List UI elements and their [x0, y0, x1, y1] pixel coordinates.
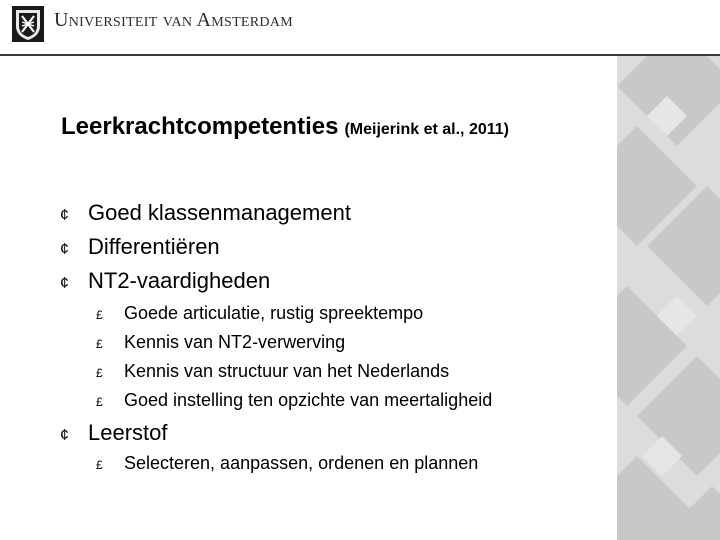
header-bar: [0, 0, 720, 56]
header-divider: [0, 54, 720, 56]
list-item: [60, 268, 270, 294]
sub-list-item-label: Kennis van structuur van het Nederlands: [124, 361, 450, 381]
list-item-label: Goed klassenmanagement: [88, 200, 351, 225]
sub-bullet-icon: £: [96, 395, 103, 409]
sub-list-item: [96, 453, 478, 474]
bullet-icon: ¢: [60, 275, 69, 292]
list-item: [60, 234, 220, 260]
sub-list-item: [96, 332, 345, 353]
sub-list-item-label: Kennis van NT2-verwerving: [124, 332, 346, 352]
bullet-icon: ¢: [60, 427, 69, 444]
university-name: Universiteit van Amsterdam: [54, 9, 293, 31]
title-reference: (Meijerink et al., 2011): [344, 121, 509, 138]
list-item: [60, 200, 351, 226]
decorative-panel: [617, 56, 720, 540]
list-item: [60, 420, 168, 446]
sub-bullet-icon: £: [96, 366, 103, 380]
list-item-label: Differentiëren: [88, 234, 220, 259]
sub-list-item-label: Goed instelling ten opzichte van meertaligheid: [124, 390, 493, 410]
sub-list-item: [96, 361, 449, 382]
title-text: Leerkrachtcompetenties: [61, 113, 339, 140]
list-item-label: NT2-vaardigheden: [88, 268, 271, 293]
sub-bullet-icon: £: [96, 458, 103, 472]
sub-bullet-icon: £: [96, 308, 103, 322]
list-item-label: Leerstof: [88, 420, 168, 445]
sub-list-item-label: Goede articulatie, rustig spreektempo: [124, 303, 424, 323]
bullet-icon: ¢: [60, 207, 69, 224]
sub-list-item-label: Selecteren, aanpassen, ordenen en plannen: [124, 453, 479, 473]
uva-crest-icon: [12, 6, 44, 42]
slide-title: [61, 113, 509, 141]
bullet-icon: ¢: [60, 241, 69, 258]
sub-bullet-icon: £: [96, 337, 103, 351]
sub-list-item: [96, 303, 423, 324]
sub-list-item: [96, 390, 492, 411]
